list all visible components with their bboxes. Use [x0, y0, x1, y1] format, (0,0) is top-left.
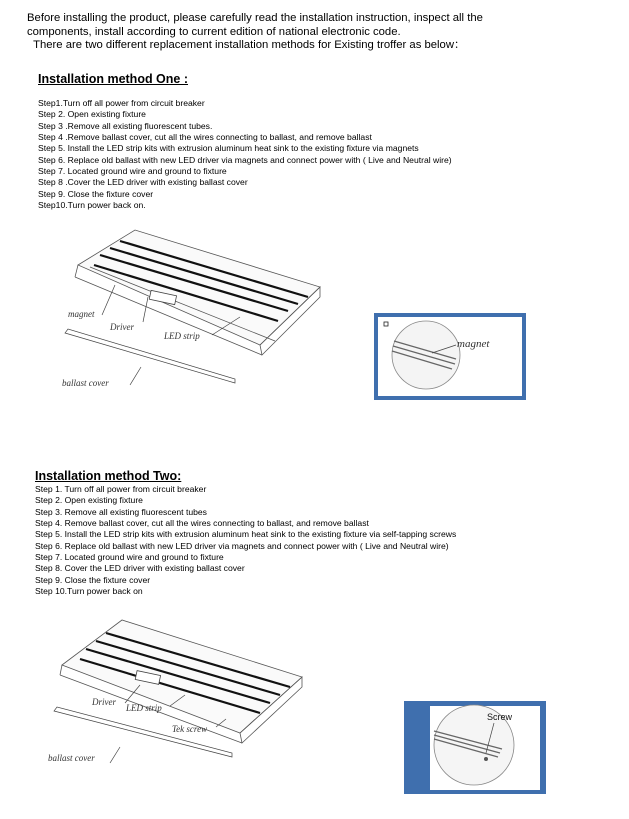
- step-item: Step 1. Turn off all power from circuit breaker: [35, 484, 207, 494]
- magnet-label: magnet: [68, 309, 95, 319]
- ballast-cover-label: ballast cover: [62, 378, 109, 388]
- screw-photo-label: Screw: [487, 712, 513, 722]
- intro-line: components, install according to current edition of national electronic code.: [27, 25, 401, 38]
- intro-line: Before installing the product, please carefully read the installation instruction, inspect all the: [27, 12, 483, 24]
- step-item: Step1.Turn off all power from circuit breaker: [38, 98, 205, 108]
- magnet-photo-label: magnet: [457, 338, 490, 350]
- step-item: Step 2. Open existing fixture: [35, 495, 143, 506]
- step-item: Step 7. Located ground wire and ground to fixture: [38, 166, 227, 177]
- led-strip-label: LED strip: [164, 331, 200, 341]
- magnet-photo: [374, 313, 526, 400]
- ballast-cover-label: ballast cover: [48, 753, 95, 763]
- step-item: Step 9. Close the fixture cover: [38, 188, 154, 199]
- method-two-heading: Installation method Two:: [35, 469, 182, 483]
- step-item: Step 5. Install the LED strip kits with extrusion aluminum heat sink to the existing fixture via magnets: [38, 143, 419, 154]
- method-two-fixture-diagram: [40, 615, 310, 775]
- method-two-steps: [35, 484, 456, 597]
- step-item: Step 8. Cover the LED driver with existing ballast cover: [35, 563, 245, 574]
- step-item: Step 3 .Remove all existing fluorescent tubes.: [38, 120, 213, 131]
- step-item: Step 2. Open existing fixture: [38, 109, 146, 120]
- screw-photo: [404, 701, 546, 794]
- driver-label: Driver: [110, 322, 134, 332]
- step-item: Step 4. Remove ballast cover, cut all the wires connecting to ballast, and remove ballast: [35, 518, 369, 529]
- led-strip-label: LED strip: [126, 703, 162, 713]
- step-item: Step 4 .Remove ballast cover, cut all the wires connecting to ballast, and remove ballast: [38, 132, 372, 143]
- step-item: Step 6. Replace old ballast with new LED driver via magnets and connect power with ( Live and Neutral wire): [38, 154, 452, 165]
- method-one-heading: Installation method One :: [38, 72, 189, 86]
- intro-line: There are two different replacement installation methods for Existing troffer as below：: [27, 39, 466, 52]
- tek-screw-label: Tek screw: [172, 724, 208, 734]
- step-item: Step 9. Close the fixture cover: [35, 574, 151, 585]
- step-item: Step 10.Turn power back on: [35, 586, 143, 597]
- step-item: Step 6. Replace old ballast with new LED driver via magnets and connect power with ( Live and Neutral wire): [35, 540, 449, 551]
- step-item: Step 7. Located ground wire and ground to fixture: [35, 552, 224, 563]
- step-item: Step 5. Install the LED strip kits with extrusion aluminum heat sink to the existing fixture via self-tapping screws: [35, 529, 457, 540]
- intro-paragraph: [27, 12, 483, 53]
- driver-label: Driver: [92, 697, 116, 707]
- method-one-fixture-diagram: [40, 225, 330, 400]
- step-item: Step10.Turn power back on.: [38, 200, 146, 211]
- step-item: Step 8 .Cover the LED driver with existing ballast cover: [38, 177, 248, 188]
- method-one-steps: [38, 98, 452, 211]
- step-item: Step 3. Remove all existing fluorescent tubes: [35, 506, 207, 517]
